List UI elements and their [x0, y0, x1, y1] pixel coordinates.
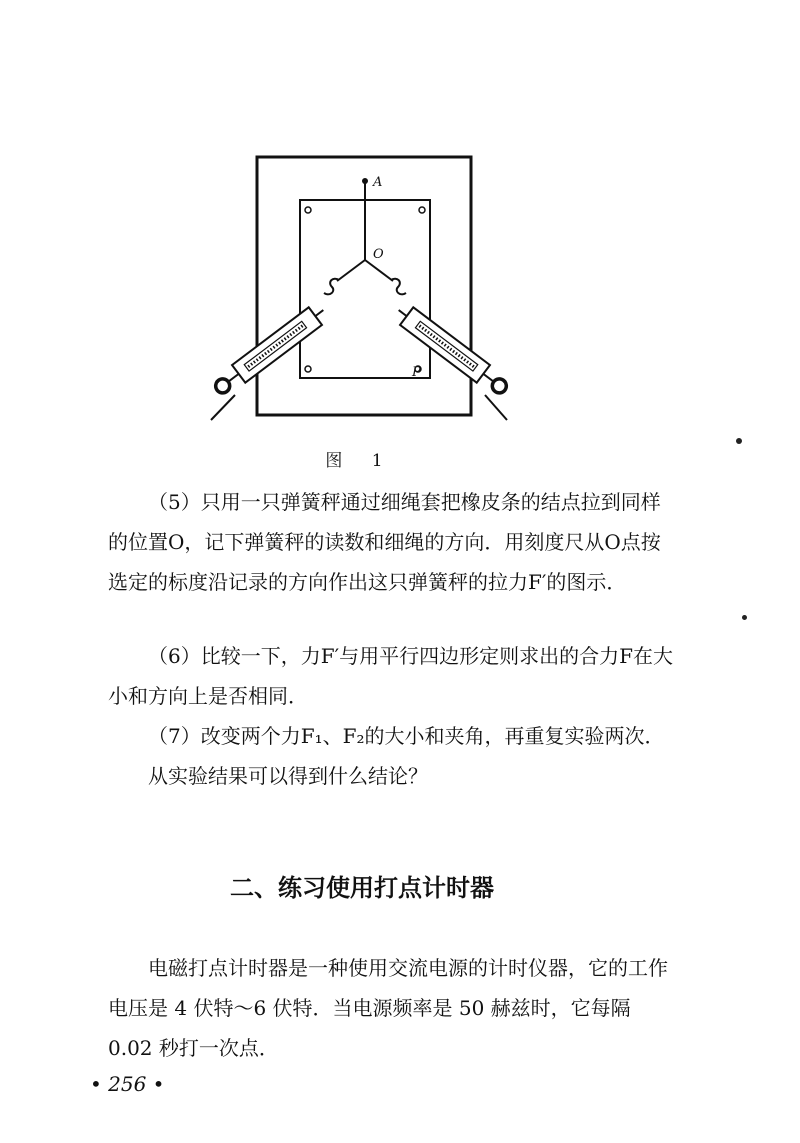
step-6-text: （6）比较一下，力F′与用平行四边形定则求出的合力F在大小和方向上是否相同． [108, 644, 674, 708]
scan-speck [742, 615, 747, 620]
section-paragraph-text: 电磁打点计时器是一种使用交流电源的计时仪器，它的工作电压是 4 伏特～6 伏特．当电源频率是 50 赫兹时，它每隔 0.02 秒打一次点． [108, 956, 668, 1060]
section-paragraph [108, 948, 678, 1068]
step-7-text: （7）改变两个力F₁、F₂的大小和夹角，再重复实验两次． [148, 724, 665, 748]
section-title: 二、练习使用打点计时器 [230, 874, 494, 902]
paragraph-step-5 [108, 482, 678, 602]
scan-speck [736, 438, 742, 444]
paragraph-step-6 [108, 636, 678, 716]
label-o: O [373, 247, 384, 262]
left-pull-string [211, 395, 235, 420]
pin-icon [419, 207, 425, 213]
spring-scale-diagram [205, 150, 515, 428]
label-a: A [373, 175, 383, 190]
step-5-text: （5）只用一只弹簧秤通过细绳套把橡皮条的结点拉到同样的位置O，记下弹簧秤的读数和细绳的方向．用刻度尺从O点按选定的标度沿记录的方向作出这只弹簧秤的拉力F′的图示． [108, 490, 661, 594]
right-hook-icon [391, 279, 406, 295]
step-7-question: 从实验结果可以得到什么结论？ [148, 764, 428, 788]
right-pull-string [485, 395, 507, 420]
pin-icon [305, 366, 311, 372]
figure-caption: 图 1 [325, 451, 395, 471]
right-spring-scale [392, 301, 511, 399]
pin-icon [305, 207, 311, 213]
page-number: • 256 • [90, 1072, 165, 1096]
label-p: P [412, 365, 421, 380]
figure-1 [205, 150, 515, 428]
right-string [365, 260, 393, 281]
left-spring-scale [210, 301, 329, 399]
left-string [337, 260, 365, 281]
paragraph-step-7 [108, 716, 678, 796]
left-hook-icon [324, 279, 339, 295]
